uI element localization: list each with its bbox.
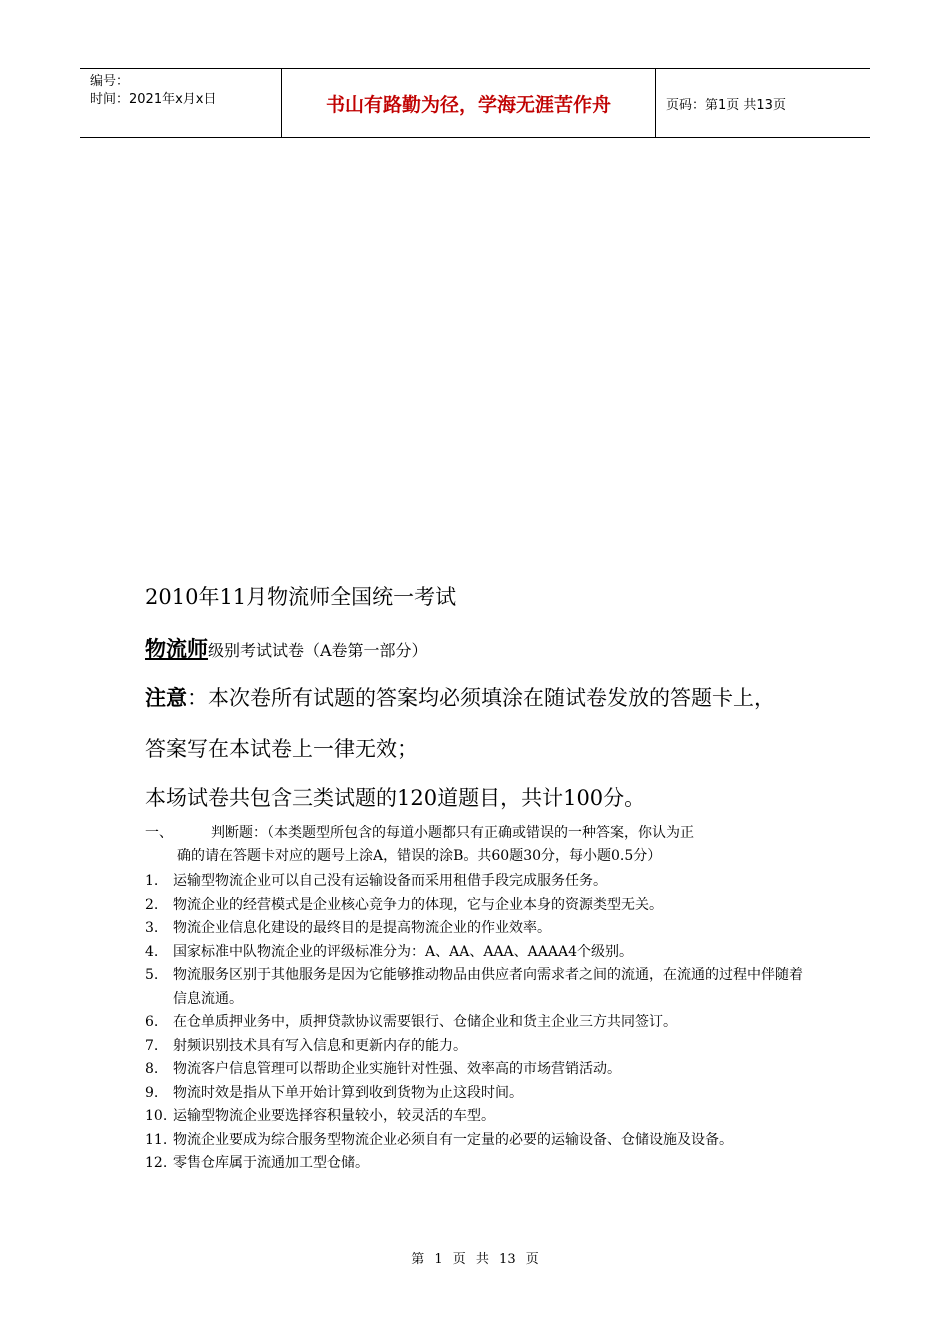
question-number: 4. — [145, 943, 159, 960]
question-text: 运输型物流企业可以自己没有运输设备而采用租借手段完成服务任务。 — [173, 873, 607, 889]
question-text: 国家标准中队物流企业的评级标准分为：A、AA、AAA、AAAA4个级别。 — [173, 943, 634, 960]
question-item — [145, 941, 815, 965]
question-text: 物流企业信息化建设的最终目的是提高物流企业的作业效率。 — [173, 920, 551, 936]
question-number: 9. — [145, 1084, 159, 1101]
question-number: 3. — [145, 920, 159, 936]
exam-subtitle-rest: 级别考试试卷（A卷第一部分） — [208, 641, 428, 660]
question-number: 7. — [145, 1037, 159, 1054]
question-text: 射频识别技术具有写入信息和更新内存的能力。 — [173, 1037, 467, 1054]
question-number: 5. — [145, 967, 159, 983]
question-number: 8. — [145, 1061, 159, 1077]
question-item — [145, 1152, 815, 1176]
notice-line — [145, 682, 775, 712]
header-time-label: 时间：2021年x月x日 — [90, 92, 217, 107]
page-footer: 第 1 页 共 13 页 — [411, 1252, 539, 1267]
section-heading — [145, 822, 815, 845]
notice-text: ：本次卷所有试题的答案均必须填涂在随试卷发放的答题卡上， — [187, 686, 775, 710]
question-item — [145, 1035, 815, 1059]
question-number: 1. — [145, 873, 159, 889]
exam-summary: 本场试卷共包含三类试题的120道题目，共计100分。 — [145, 786, 646, 810]
question-text: 零售仓库属于流通加工型仓储。 — [173, 1155, 369, 1171]
question-list — [145, 870, 815, 1176]
question-item — [145, 1058, 815, 1082]
question-text: 物流服务区别于其他服务是因为它能够推动物品由供应者向需求者之间的流通，在流通的过程中伴随着信息流通。 — [173, 967, 803, 1007]
question-item — [145, 1011, 815, 1035]
question-text: 物流企业的经营模式是企业核心竞争力的体现，它与企业本身的资源类型无关。 — [173, 896, 663, 913]
question-item — [145, 1105, 815, 1129]
page-header — [80, 68, 870, 138]
notice-label: 注意 — [145, 685, 187, 710]
question-text: 物流客户信息管理可以帮助企业实施针对性强、效率高的市场营销活动。 — [173, 1061, 621, 1077]
header-number-label: 编号： — [90, 74, 130, 89]
question-item — [145, 870, 815, 894]
question-text: 运输型物流企业要选择容积量较小，较灵活的车型。 — [173, 1108, 495, 1124]
question-text: 物流企业要成为综合服务型物流企业必须自有一定量的必要的运输设备、仓储设施及设备。 — [173, 1131, 733, 1148]
header-page-label: 页码：第1页 共13页 — [666, 97, 786, 113]
question-item — [145, 894, 815, 918]
question-number: 6. — [145, 1014, 159, 1030]
question-item — [145, 1082, 815, 1106]
question-number: 2. — [145, 896, 159, 913]
section-number: 一、 — [145, 825, 173, 841]
exam-title: 2010年11月物流师全国统一考试 — [145, 585, 457, 609]
question-item — [145, 964, 815, 1011]
header-motto: 书山有路勤为径，学海无涯苦作舟 — [282, 69, 656, 137]
section-heading-continued: 确的请在答题卡对应的题号上涂A，错误的涂B。共60题30分，每小题0.5分） — [177, 848, 662, 864]
exam-subtitle-emphasis: 物流师 — [145, 636, 208, 661]
header-meta — [80, 69, 282, 137]
exam-subtitle — [145, 633, 428, 663]
notice-line-2: 答案写在本试卷上一律无效； — [145, 737, 418, 761]
question-number: 11. — [145, 1131, 168, 1148]
question-number: 12. — [145, 1155, 168, 1171]
question-item — [145, 917, 815, 941]
question-text: 物流时效是指从下单开始计算到收到货物为止这段时间。 — [173, 1084, 523, 1101]
true-false-section — [145, 822, 815, 1176]
question-item — [145, 1129, 815, 1153]
question-text: 在仓单质押业务中，质押贷款协议需要银行、仓储企业和货主企业三方共同签订。 — [173, 1014, 677, 1030]
question-number: 10. — [145, 1108, 168, 1124]
section-heading-text: 判断题：（本类题型所包含的每道小题都只有正确或错误的一种答案，你认为正 — [211, 825, 694, 841]
